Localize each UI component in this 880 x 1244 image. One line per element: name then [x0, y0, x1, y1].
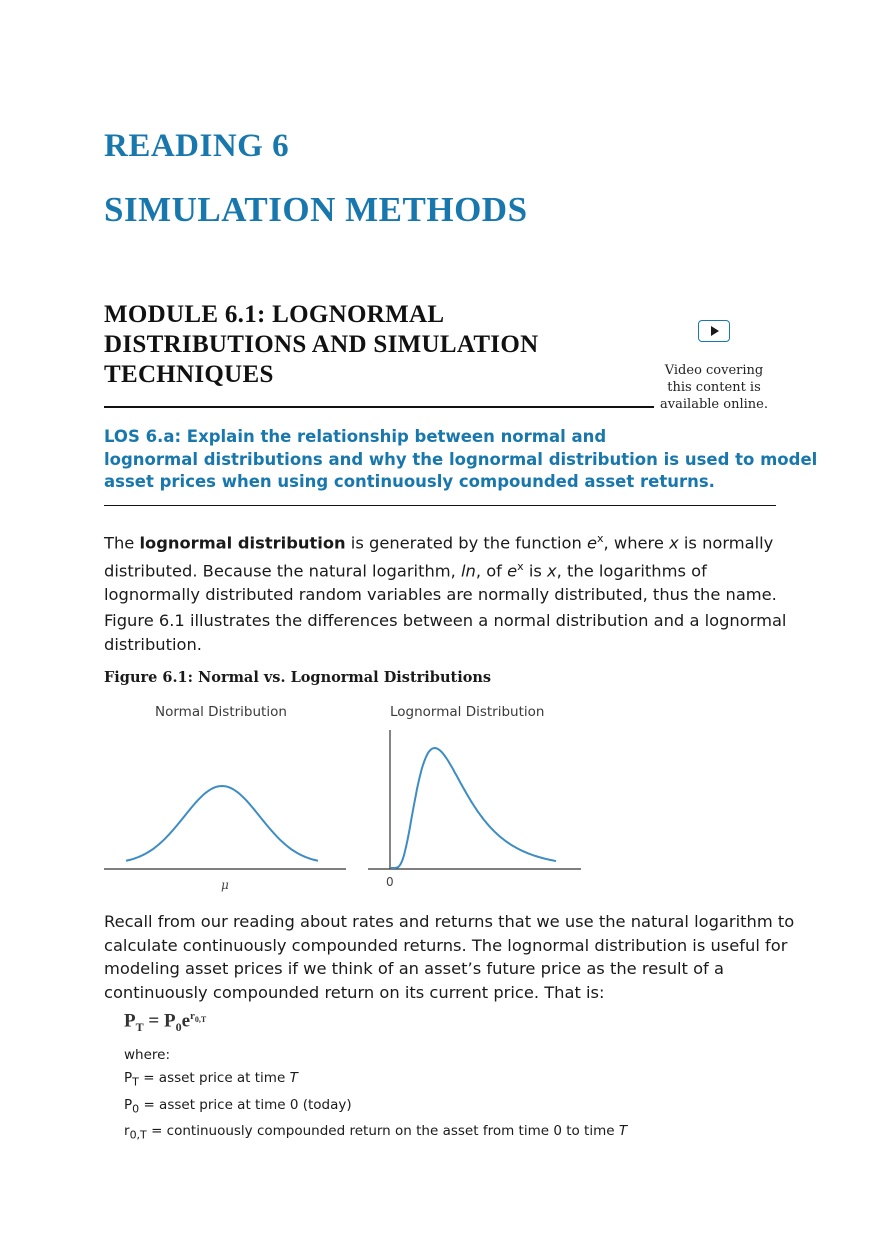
- x-tick-label-zero: 0: [386, 875, 394, 889]
- price-formula: $P_T = P_0e^{r_{0,T}}$: [124, 1010, 207, 1035]
- module-title: MODULE 6.1: LOGNORMAL DISTRIBUTIONS AND SIMULATION TECHNIQUES: [104, 301, 539, 388]
- paragraph-line: modeling asset prices if we think of an asset’s future price as the result of a: [104, 959, 724, 978]
- normal-chart-svg: [100, 700, 350, 895]
- paragraph-line: continuously compounded return on its current price. That is:: [104, 982, 605, 1002]
- module-divider: [104, 406, 654, 408]
- los-line: lognormal distributions and why the lognormal distribution is used to model: [104, 449, 818, 469]
- formula-legend: [124, 1044, 627, 1147]
- reading-title: SIMULATION METHODS: [104, 190, 528, 229]
- normal-distribution-chart: [100, 700, 350, 895]
- los-line: LOS 6.a: Explain the relationship between normal and: [104, 427, 607, 446]
- x-tick-label-mu: μ: [221, 878, 229, 892]
- video-play-button[interactable]: [698, 320, 730, 342]
- video-note-line: available online.: [660, 397, 768, 412]
- normal-curve: [126, 786, 318, 861]
- lognormal-curve: [391, 748, 556, 868]
- paragraph-lognormal-definition: [104, 527, 776, 606]
- video-note: [652, 362, 776, 413]
- paragraph-line: distributed. Because the natural logarithm, ln, of $e^x$ is x, the logarithms of: [104, 559, 707, 581]
- video-note-line: Video covering: [664, 363, 764, 378]
- reading-number: READING 6: [104, 128, 290, 164]
- chart-title: Normal Distribution: [155, 704, 287, 720]
- los-line: asset prices when using continuously compounded asset returns.: [104, 472, 715, 491]
- paragraph-line: calculate continuously compounded returns. The lognormal distribution is useful for: [104, 935, 788, 955]
- chart-title: Lognormal Distribution: [390, 704, 545, 720]
- legend-item-r: $r_{0,T}$ = continuously compounded return on the asset from time 0 to time T: [124, 1123, 628, 1143]
- legend-item-p0: $P_0$ = asset price at time 0 (today): [124, 1096, 352, 1116]
- video-note-line: this content is: [667, 380, 761, 395]
- figure-caption: Figure 6.1: Normal vs. Lognormal Distributions: [104, 669, 492, 686]
- lognormal-chart-svg: [360, 700, 585, 895]
- where-label: where:: [124, 1047, 171, 1063]
- los-divider: [104, 505, 776, 506]
- paragraph-line: lognormally distributed random variables are normally distributed, thus the name.: [104, 584, 777, 604]
- paragraph-line: distribution.: [104, 634, 202, 654]
- paragraph-line: Figure 6.1 illustrates the differences between a normal distribution and a lognormal: [104, 611, 787, 630]
- paragraph-line: The lognormal distribution is generated by the function $e^x$, where x is normally: [104, 532, 774, 553]
- paragraph-line: Recall from our reading about rates and returns that we use the natural logarithm to: [104, 912, 795, 931]
- term-lognormal: lognormal distribution: [139, 533, 346, 553]
- los-statement: [104, 426, 818, 494]
- lognormal-distribution-chart: [360, 700, 585, 895]
- paragraph-figure-intro: [104, 609, 787, 656]
- paragraph-continuous-compounding: [104, 910, 795, 1004]
- play-icon: [711, 326, 719, 336]
- legend-item-pt: $P_T$ = asset price at time T: [124, 1070, 298, 1089]
